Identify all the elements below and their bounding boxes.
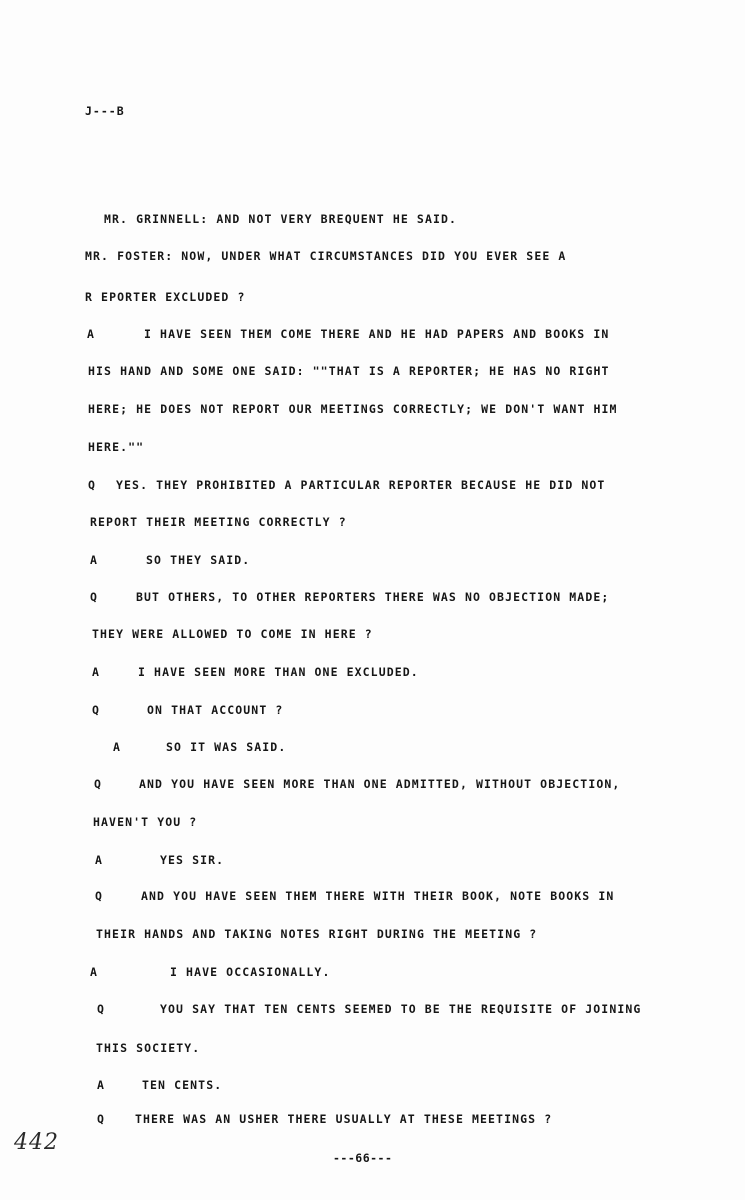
line-text: HAVEN'T YOU ? <box>93 815 198 829</box>
handwritten-margin-note: 442 <box>14 1130 59 1155</box>
speaker-tag: A <box>90 965 99 979</box>
speaker-tag: A <box>87 327 96 341</box>
speaker-tag: Q <box>97 1112 106 1126</box>
page-header-code: J---B <box>85 104 125 118</box>
speaker-tag: Q <box>97 1002 106 1016</box>
speaker-tag: Q <box>88 478 97 492</box>
speaker-tag: A <box>97 1078 106 1092</box>
page-number: ---66--- <box>333 1151 393 1165</box>
line-text: THEIR HANDS AND TAKING NOTES RIGHT DURING THE MEETING ? <box>96 927 538 941</box>
line-text: ON THAT ACCOUNT ? <box>147 703 284 717</box>
line-text: I HAVE SEEN MORE THAN ONE EXCLUDED. <box>138 665 419 679</box>
speaker-tag: Q <box>92 703 101 717</box>
line-text: AND YOU HAVE SEEN THEM THERE WITH THEIR BOOK, NOTE BOOKS IN <box>141 889 615 903</box>
line-text: THEY WERE ALLOWED TO COME IN HERE ? <box>92 627 373 641</box>
line-text: MR. GRINNELL: AND NOT VERY BREQUENT HE SAID. <box>104 212 458 226</box>
speaker-tag: Q <box>94 777 103 791</box>
speaker-tag: A <box>90 553 99 567</box>
line-text: MR. FOSTER: NOW, UNDER WHAT CIRCUMSTANCES DID YOU EVER SEE A <box>85 249 567 263</box>
line-text: AND YOU HAVE SEEN MORE THAN ONE ADMITTED, WITHOUT OBJECTION, <box>139 777 621 791</box>
line-text: SO IT WAS SAID. <box>166 740 287 754</box>
line-text: THERE WAS AN USHER THERE USUALLY AT THESE MEETINGS ? <box>135 1112 553 1126</box>
line-text: I HAVE OCCASIONALLY. <box>170 965 331 979</box>
line-text: SO THEY SAID. <box>146 553 251 567</box>
line-text: YES SIR. <box>160 853 225 867</box>
speaker-tag: Q <box>90 590 99 604</box>
line-text: HIS HAND AND SOME ONE SAID: ""THAT IS A REPORTER; HE HAS NO RIGHT <box>88 364 610 378</box>
line-text: R EPORTER EXCLUDED ? <box>85 290 246 304</box>
line-text: HERE."" <box>88 440 145 454</box>
speaker-tag: Q <box>95 889 104 903</box>
speaker-tag: A <box>92 665 101 679</box>
line-text: BUT OTHERS, TO OTHER REPORTERS THERE WAS NO OBJECTION MADE; <box>136 590 610 604</box>
speaker-tag: A <box>95 853 104 867</box>
line-text: YOU SAY THAT TEN CENTS SEEMED TO BE THE REQUISITE OF JOINING <box>160 1002 642 1016</box>
line-text: THIS SOCIETY. <box>96 1041 201 1055</box>
line-text: REPORT THEIR MEETING CORRECTLY ? <box>90 515 347 529</box>
speaker-tag: A <box>113 740 122 754</box>
line-text: HERE; HE DOES NOT REPORT OUR MEETINGS CORRECTLY; WE DON'T WANT HIM <box>88 402 618 416</box>
line-text: TEN CENTS. <box>142 1078 223 1092</box>
line-text: YES. THEY PROHIBITED A PARTICULAR REPORTER BECAUSE HE DID NOT <box>116 478 606 492</box>
line-text: I HAVE SEEN THEM COME THERE AND HE HAD PAPERS AND BOOKS IN <box>144 327 610 341</box>
